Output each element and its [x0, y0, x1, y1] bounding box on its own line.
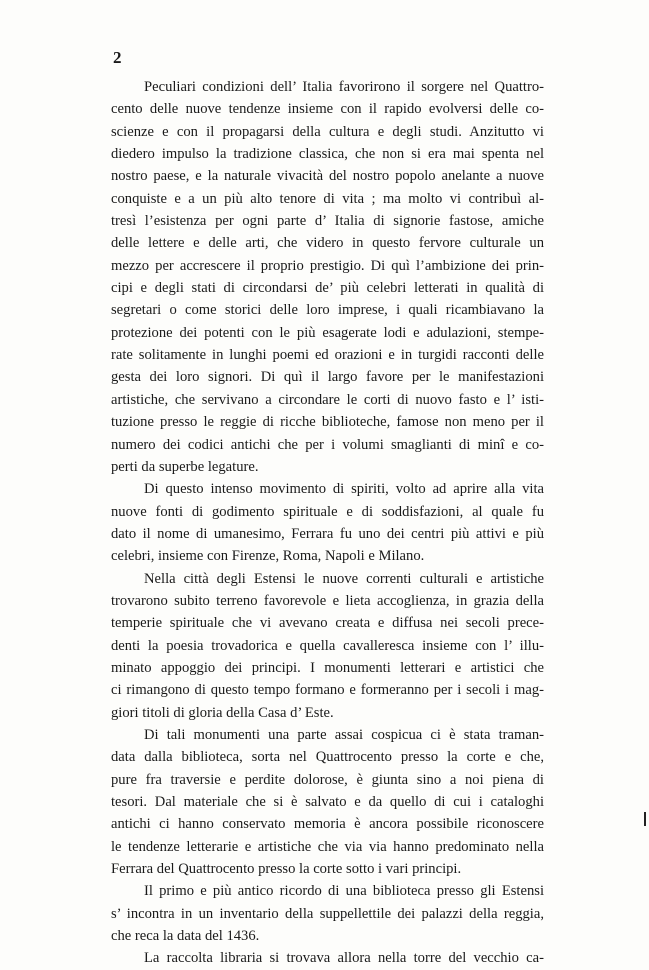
- text-line: cento delle nuove tendenze insieme con il rapido evolversi delle co-: [111, 101, 544, 118]
- text-line: La raccolta libraria si trovava allora nella torre del vecchio ca-: [144, 950, 544, 967]
- text-line: perti da superbe legature.: [111, 458, 259, 475]
- text-line: diedero impulso la tradizione classica, che non si era mai spenta nel: [111, 146, 544, 163]
- text-line: rate solitamente in lunghi poemi ed orazioni e in turgidi racconti delle: [111, 347, 544, 364]
- text-line: Di questo intenso movimento di spiriti, volto ad aprire alla vita: [144, 481, 544, 498]
- text-line: data dalla biblioteca, sorta nel Quattrocento presso la corte e che,: [111, 749, 544, 766]
- text-line: s’ incontra in un inventario della suppellettile dei palazzi della reggia,: [111, 905, 544, 922]
- text-line: nostro paese, e la naturale vivacità del nostro popolo anelante a nuove: [111, 168, 544, 185]
- text-line: le tendenze letterarie e artistiche che via via hanno predominato nella: [111, 838, 544, 855]
- text-line: scienze e con il propagarsi della cultura e degli studi. Anzitutto vi: [111, 123, 544, 140]
- text-line: Di tali monumenti una parte assai cospicua ci è stata traman-: [144, 726, 544, 743]
- text-line: tesori. Dal materiale che si è salvato e da quello di cui i cataloghi: [111, 794, 544, 810]
- text-line: cipi e degli stati di circondarsi de’ più celebri letterati in qualità di: [111, 280, 544, 297]
- text-line: che reca la data del 1436.: [111, 928, 260, 945]
- text-line: nuove fonti di godimento spirituale e di soddisfazioni, al quale fu: [111, 503, 544, 520]
- text-line: artistiche, che servivano a circondare le corti di nuovo fasto e l’ isti-: [111, 391, 544, 408]
- text-line: Nella città degli Estensi le nuove correnti culturali e artistiche: [144, 570, 544, 587]
- text-line: denti la poesia trovadorica e quella cavalleresca insieme con l’ illu-: [111, 637, 544, 654]
- text-line: conquiste e a un più alto tenore di vita ; ma molto vi contribuì al-: [111, 190, 544, 207]
- body-text: [111, 76, 544, 970]
- text-line: giori titoli di gloria della Casa d’ Este.: [111, 704, 334, 721]
- page-number: 2: [113, 48, 122, 67]
- text-line: ci rimangono di questo tempo formano e formeranno per i secoli i mag-: [111, 682, 544, 699]
- text-line: Il primo e più antico ricordo di una biblioteca presso gli Estensi: [144, 883, 544, 900]
- text-line: Ferrara del Quattrocento presso la corte sotto i vari principi.: [111, 861, 462, 878]
- text-line: delle lettere e delle arti, che videro in questo fervore culturale un: [111, 235, 544, 252]
- text-line: gesta dei loro signori. Di quì il largo favore per le manifestazioni: [111, 369, 544, 386]
- text-line: tuzione presso le reggie di ricche biblioteche, famose non meno per il: [111, 414, 544, 431]
- text-line: pure fra traversie e perdite dolorose, è giunta sino a noi piena di: [111, 771, 544, 788]
- text-line: dato il nome di umanesimo, Ferrara fu uno dei centri più attivi e più: [111, 525, 544, 542]
- text-line: Peculiari condizioni dell’ Italia favorirono il sorgere nel Quattro-: [144, 79, 544, 95]
- text-line: minato appoggio dei principi. I monumenti letterari e artistici che: [111, 659, 544, 676]
- text-line: mezzo per accrescere il proprio prestigio. Di quì l’ambizione dei prin-: [111, 257, 544, 274]
- text-line: temperie spirituale che vi avevano creata e diffusa nei secoli prece-: [111, 615, 544, 632]
- text-line: antichi ci hanno conservato memoria è ancora possibile riconoscere: [111, 816, 544, 833]
- text-line: segretari o come storici delle loro imprese, i quali ricambiavano la: [111, 302, 544, 319]
- text-line: trovarono subito terreno favorevole e lieta accoglienza, in grazia della: [111, 592, 544, 609]
- scan-edge-mark: [644, 812, 646, 826]
- text-line: protezione dei potenti con le più esagerate lodi e adulazioni, stempe-: [111, 324, 544, 341]
- text-line: numero dei codici antichi che per i volumi smaglianti di minî e co-: [111, 436, 544, 453]
- text-line: tresì l’esistenza per ogni parte d’ Italia di signorie fastose, amiche: [111, 213, 544, 230]
- text-line: celebri, insieme con Firenze, Roma, Napoli e Milano.: [111, 548, 425, 565]
